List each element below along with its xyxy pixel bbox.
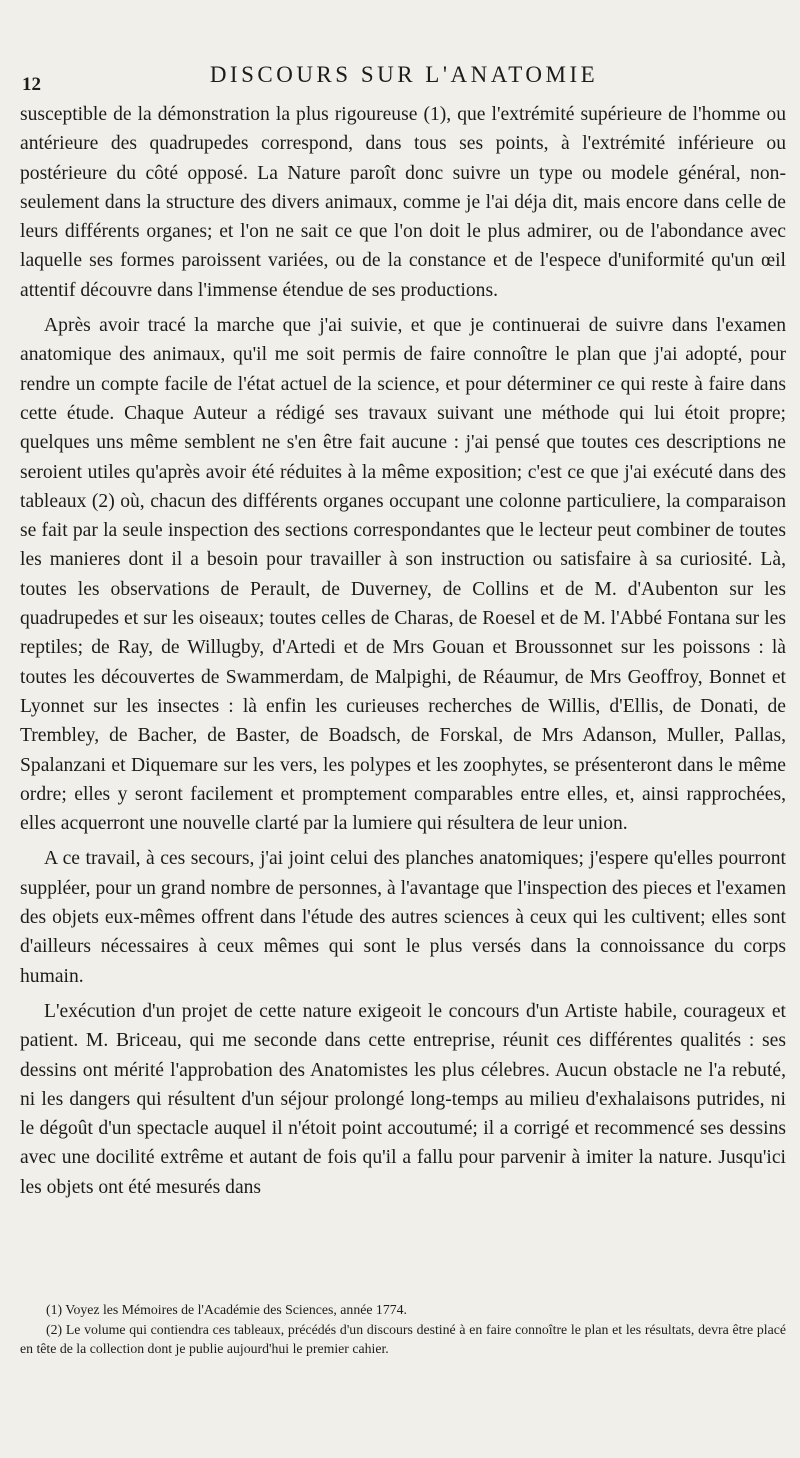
paragraph: susceptible de la démonstration la plus rigoureuse (1), que l'extrémité supérieure de l'homme ou antérieure des quadrupedes correspond, dans tous ses points, à l'extrémité inférieure ou postérieure du côté opposé. La Nature paroît donc suivre un type ou modele général, non-seulement dans la structure des divers animaux, comme je l'ai déja dit, mais encore dans celle de leurs différents organes; et l'on ne sait ce que l'on doit le plus admirer, ou de l'abondance avec laquelle ses formes paroissent variées, ou de la constance et de l'espece d'uniformité qu'un œil attentif découvre dans l'immense étendue de ses productions.	[20, 104, 786, 301]
paragraph: Après avoir tracé la marche que j'ai suivie, et que je continuerai de suivre dans l'examen anatomique des animaux, qu'il me soit permis de faire connoître le plan que j'ai adopté, pour rendre un compte facile de l'état actuel de la science, et pour déterminer ce qui reste à faire dans cette étude. Chaque Auteur a rédigé ses travaux suivant une méthode qui lui étoit propre; quelques uns même semblent ne s'en être fait aucune : j'ai pensé que toutes ces descriptions ne seroient utiles qu'après avoir été réduites à la même exposition; c'est ce que j'ai exécuté dans des tableaux (2) où, chacun des différents organes occupant une colonne particuliere, la comparaison se fait par la seule inspection des sections correspondantes que le lecteur peut combiner de toutes les manieres dont il a besoin pour travailler à son instruction ou satisfaire à sa curiosité. Là, toutes les observations de Perault, de Duverney, de Collins et de M. d'Aubenton sur les quadrupedes et sur les oiseaux; toutes celles de Charas, de Roesel et de M. l'Abbé Fontana sur les reptiles; de Ray, de Willugby, d'Artedi et de Mrs Gouan et Broussonnet sur les poissons : là toutes les découvertes de Swammerdam, de Malpighi, de Réaumur, de Mrs Geoffroy, Bonnet et Lyonnet sur les insectes : là enfin les curieuses recherches de Willis, d'Ellis, de Donati, de Trembley, de Bacher, de Baster, de Boadsch, de Forskal, de Mrs Adanson, Muller, Pallas, Spalanzani et Diquemare sur les vers, les polypes et les zoophytes, se présenteront dans le même ordre; elles y seront facilement et promptement comparables entre elles, et, ainsi rapprochées, elles acquerront une nouvelle clarté par la lumiere qui résultera de leur union.	[20, 315, 786, 835]
footnote: (1) Voyez les Mémoires de l'Académie des Sciences, année 1774.	[46, 1302, 407, 1317]
body-text	[20, 100, 786, 1208]
page-header	[22, 62, 786, 98]
footnotes	[20, 1300, 786, 1359]
footnote: (2) Le volume qui contiendra ces tableaux, précédés d'un discours destiné à en faire connoître le plan et les résultats, devra être placé en tête de la collection dont je publie aujourd'hui le premier cahier.	[20, 1322, 786, 1356]
paragraph: A ce travail, à ces secours, j'ai joint celui des planches anatomiques; j'espere qu'elles pourront suppléer, pour un grand nombre de personnes, à l'avantage que l'inspection des pieces et l'examen des objets eux-mêmes offrent dans l'étude des autres sciences à ceux qui les cultivent; elles sont d'ailleurs nécessaires à ceux mêmes qui sont le plus versés dans la connoissance du corps humain.	[20, 848, 786, 987]
running-title: DISCOURS SUR L'ANATOMIE	[209, 62, 599, 87]
page-number: 12	[22, 74, 41, 95]
paragraph: L'exécution d'un projet de cette nature exigeoit le concours d'un Artiste habile, courageux et patient. M. Briceau, qui me seconde dans cette entreprise, réunit ces différentes qualités : ses dessins ont mérité l'approbation des Anatomistes les plus célebres. Aucun obstacle ne l'a rebuté, ni les dangers qui résultent d'un séjour prolongé long-temps au milieu d'exhalaisons putrides, ni le dégoût d'un spectacle auquel il n'étoit point accoutumé; il a corrigé et recommencé ses dessins avec une docilité extrême et autant de fois qu'il a fallu pour parvenir à imiter la nature. Jusqu'ici les objets ont été mesurés dans	[20, 1000, 786, 1198]
